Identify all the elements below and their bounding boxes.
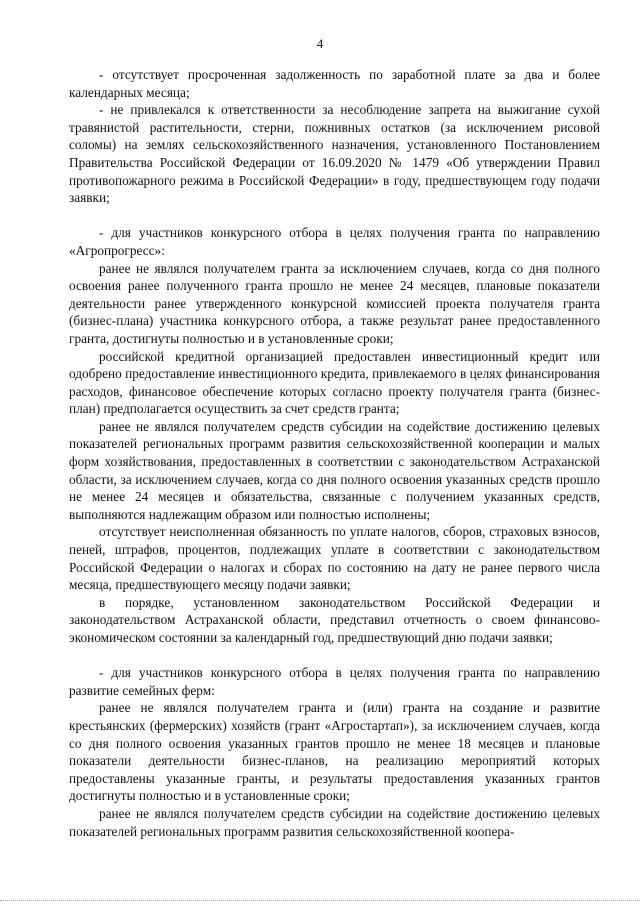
document-body xyxy=(69,66,600,840)
paragraph: - не привлекался к ответственности за несоблюдение запрета на выжигание сухой травянистой растительности, стерни, пожнивных остатков (за исключением рисовой соломы) на землях сельскохозяйственного назначения, установленного Постановлением Правительства Российской Федерации от 16.09.2020 № 1479 «Об утверждении Правил противопожарного режима в Российской Федерации» в году, предшествующем году подачи заявки; xyxy=(69,102,600,206)
paragraph: ранее не являлся получателем средств субсидии на содействие достижению целевых показателей региональных программ развития сельскохозяйственной коопера- xyxy=(69,805,600,839)
paragraph: ранее не являлся получателем средств субсидии на содействие достижению целевых показателей региональных программ развития сельскохозяйственной кооперации и малых форм хозяйствования, предоставленных в соответствии с законодательством Астраханской области, за исключением случаев, когда со дня полного освоения указанных средств прошло не менее 24 месяцев и обязательства, связанные с получением указанных средств, выполняются надлежащим образом или полностью исполнены; xyxy=(69,418,600,522)
paragraph: ранее не являлся получателем гранта за исключением случаев, когда со дня полного освоения ранее полученного гранта прошло не менее 24 месяцев, плановые показатели деятельности ранее утвержденного конкурсной комиссией проекта получателя гранта (бизнес-плана) участника конкурсного отбора, а также результат ранее предоставленного гранта, достигнуты полностью и в установленные сроки; xyxy=(69,260,600,346)
paragraph: отсутствует неисполненная обязанность по уплате налогов, сборов, страховых взносов, пеней, штрафов, процентов, подлежащих уплате в соответствии с законодательством Российской Федерации о налогах и сборах по состоянию на дату не ранее первого числа месяца, предшествующего месяцу подачи заявки; xyxy=(69,524,600,593)
paragraph: - для участников конкурсного отбора в целях получения гранта по направлению развитие семейных ферм: xyxy=(69,665,600,698)
paragraph: ранее не являлся получателем гранта и (или) гранта на создание и развитие крестьянских (фермерских) хозяйств (грант «Агростартап»), за исключением случаев, когда со дня полного освоения указанных грантов прошло не менее 18 месяцев и плановые показатели деятельности бизнес-планов, на реализацию мероприятий которых предоставлены указанные гранты, и результаты предоставления указанных грантов достигнуты полностью и в установленные сроки; xyxy=(69,700,600,804)
paragraph: в порядке, установленном законодательством Российской Федерации и законодательством Астраханской области, представил отчетность о своем финансово-экономическом состоянии за календарный год, предшествующий дню подачи заявки; xyxy=(69,594,600,645)
scan-edge-line xyxy=(0,900,640,905)
page-number: 4 xyxy=(316,36,324,51)
paragraph: - отсутствует просроченная задолженность по заработной плате за два и более календарных месяца; xyxy=(69,67,600,100)
paragraph: - для участников конкурсного отбора в целях получения гранта по направлению «Агропрогресс»: xyxy=(69,225,600,258)
paragraph: российской кредитной организацией предоставлен инвестиционный кредит или одобрено предоставление инвестиционного кредита, привлекаемого в целях финансирования расходов, финансовое обеспечение которых согласно проекту получателя гранта (бизнес-план) предполагается осуществить за счет средств гранта; xyxy=(69,348,600,417)
